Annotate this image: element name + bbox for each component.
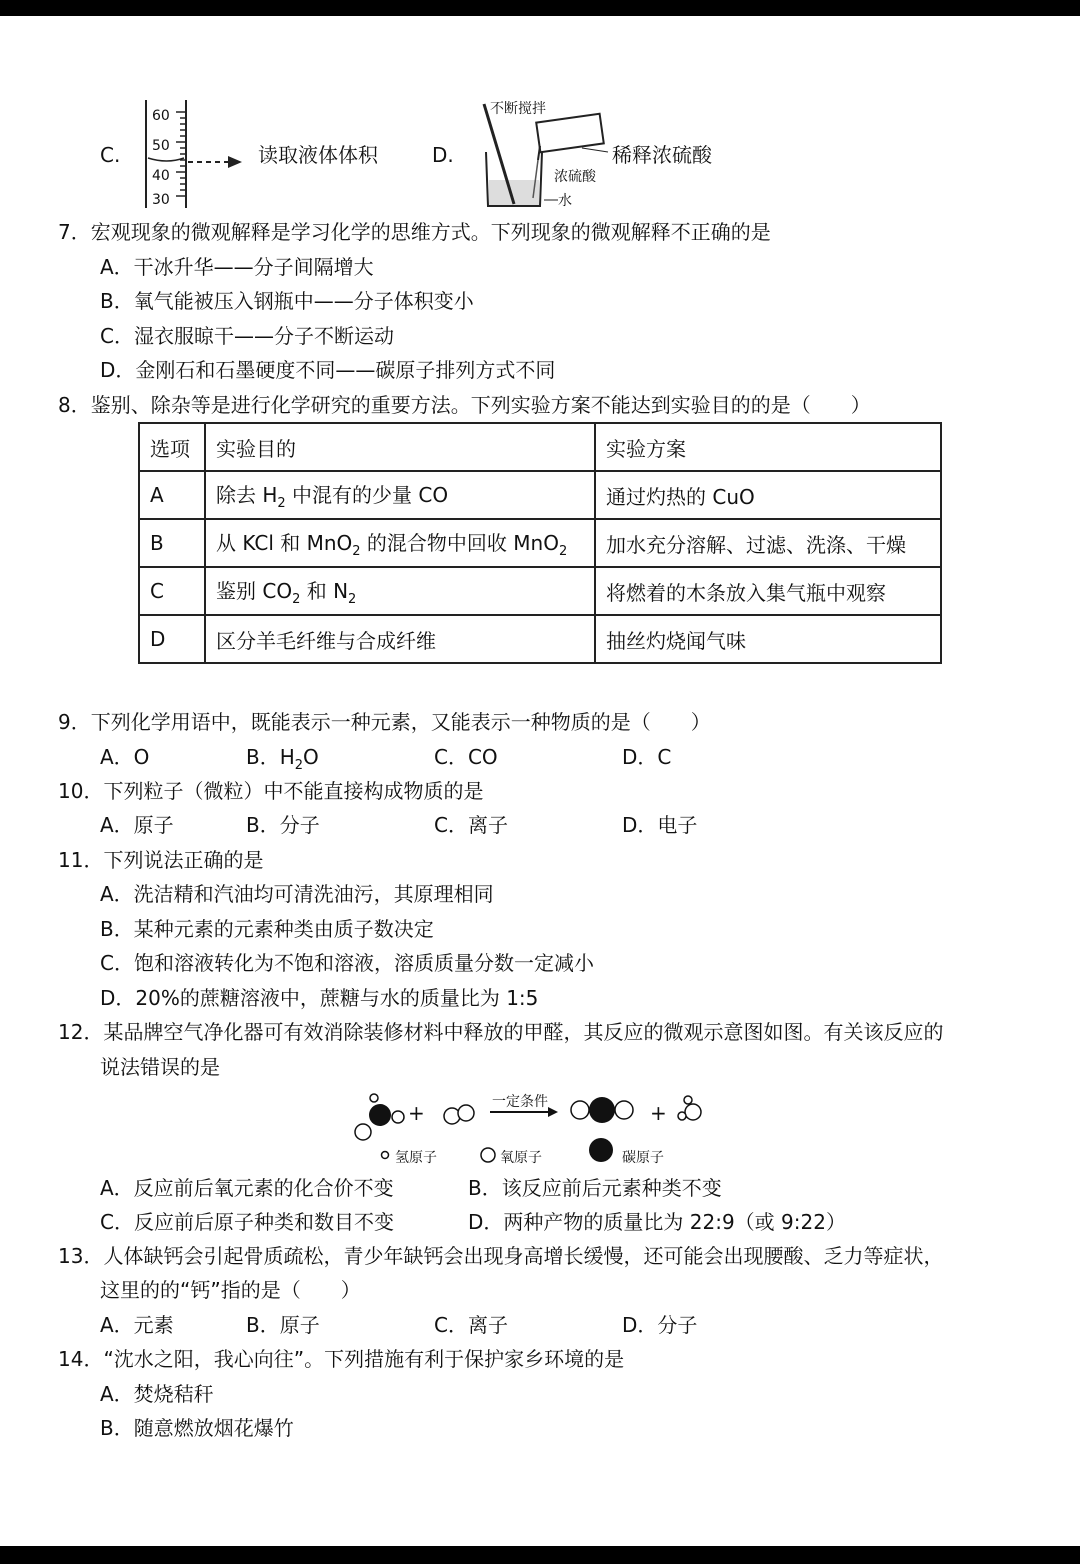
row-b-method: 加水充分溶解、过滤、洗涤、干燥: [595, 519, 941, 567]
q12-option-d: D．两种产物的质量比为 22:9（或 9:22）: [468, 1210, 846, 1234]
q10-option-a: A．原子: [100, 813, 174, 837]
q11-option-a: A．洗洁精和汽油均可清洗油污，其原理相同: [100, 882, 494, 906]
table-row: [139, 615, 941, 663]
q7-option-d: D．金刚石和石墨硬度不同——碳原子排列方式不同: [100, 358, 556, 382]
q11-option-b: B．某种元素的元素种类由质子数决定: [100, 917, 434, 941]
reaction-condition: 一定条件: [492, 1094, 548, 1110]
q11-stem: 11．下列说法正确的是: [58, 848, 264, 872]
q13-option-b: B．原子: [246, 1313, 320, 1337]
row-d-option: D: [139, 615, 205, 663]
q13-option-a: A．元素: [100, 1313, 174, 1337]
q13-stem-line2: 这里的的“钙”指的是（ ）: [100, 1278, 361, 1302]
cylinder-tick-50: 50: [152, 138, 170, 154]
row-a-method: 通过灼热的 CuO: [595, 471, 941, 519]
table-row: [139, 471, 941, 519]
q10-stem: 10．下列粒子（微粒）中不能直接构成物质的是: [58, 779, 484, 803]
q6-c-caption: 读取液体体积: [258, 143, 378, 167]
q13-option-c: C．离子: [434, 1313, 508, 1337]
q12-stem-line2: 说法错误的是: [100, 1055, 220, 1079]
top-black-bar: [0, 0, 1080, 16]
q9-option-c: C．CO: [434, 745, 498, 769]
row-d-method: 抽丝灼烧闻气味: [595, 615, 941, 663]
q12-stem-line1: 12．某品牌空气净化器可有效消除装修材料中释放的甲醛，其反应的微观示意图如图。有关该反应的: [58, 1020, 944, 1044]
row-a-option: A: [139, 471, 205, 519]
q14-stem: 14．“沈水之阳，我心向往”。下列措施有利于保护家乡环境的是: [58, 1347, 625, 1371]
q6-d-letter: D.: [432, 143, 454, 167]
q8-stem: 8．鉴别、除杂等是进行化学研究的重要方法。下列实验方案不能达到实验目的的是（ ）: [58, 393, 871, 417]
plus-sign-2: +: [650, 1101, 667, 1125]
q7-option-b: B．氧气能被压入钢瓶中——分子体积变小: [100, 289, 474, 313]
table-row: [139, 519, 941, 567]
q6-c-letter: C.: [100, 143, 121, 167]
cylinder-tick-60: 60: [152, 108, 170, 124]
row-c-method: 将燃着的木条放入集气瓶中观察: [595, 567, 941, 615]
q10-option-c: C．离子: [434, 813, 508, 837]
table-row: [139, 567, 941, 615]
q6-d-caption: 稀释浓硫酸: [612, 143, 712, 167]
q11-option-c: C．饱和溶液转化为不饱和溶液，溶质质量分数一定减小: [100, 951, 594, 975]
q11-option-d: D．20%的蔗糖溶液中，蔗糖与水的质量比为 1:5: [100, 986, 539, 1010]
q12-option-a: A．反应前后氧元素的化合价不变: [100, 1176, 394, 1200]
q10-option-b: B．分子: [246, 813, 320, 837]
row-b-option: B: [139, 519, 205, 567]
cylinder-tick-40: 40: [152, 168, 170, 184]
experiment-table: [138, 422, 942, 664]
cylinder-tick-30: 30: [152, 192, 170, 208]
q9-option-d: D．C: [622, 745, 672, 769]
q9-stem: 9．下列化学用语中，既能表示一种元素，又能表示一种物质的是（ ）: [58, 710, 711, 734]
q7-option-c: C．湿衣服晾干——分子不断运动: [100, 324, 394, 348]
q12-option-b: B．该反应前后元素种类不变: [468, 1176, 722, 1200]
q13-option-d: D．分子: [622, 1313, 698, 1337]
q7-option-a: A．干冰升华——分子间隔增大: [100, 255, 374, 279]
q9-option-a: A．O: [100, 745, 150, 769]
q14-option-b: B．随意燃放烟花爆竹: [100, 1416, 294, 1440]
q12-option-c: C．反应前后原子种类和数目不变: [100, 1210, 394, 1234]
q14-option-a: A．焚烧秸秆: [100, 1382, 214, 1406]
row-d-purpose: 区分羊毛纤维与合成纤维: [205, 615, 595, 663]
q9-option-b: B．$H_2O$: [246, 745, 319, 773]
stir-label: 不断搅拌: [490, 101, 546, 117]
row-a-purpose: 除去 $H_2$ 中混有的少量 CO: [205, 471, 595, 519]
q7-stem: 7．宏观现象的微观解释是学习化学的思维方式。下列现象的微观解释不正确的是: [58, 220, 771, 244]
water-label: 水: [558, 193, 572, 209]
legend-carbon: 碳原子: [622, 1150, 664, 1166]
legend-oxygen: 氧原子: [500, 1150, 542, 1166]
header-purpose: 实验目的: [205, 423, 595, 471]
q13-stem-line1: 13．人体缺钙会引起骨质疏松，青少年缺钙会出现身高增长缓慢，还可能会出现腰酸、乏力等症状，: [58, 1244, 944, 1268]
legend-hydrogen: 氢原子: [395, 1150, 437, 1166]
header-method: 实验方案: [595, 423, 941, 471]
bottom-black-bar: [0, 1546, 1080, 1564]
row-b-purpose: 从 KCl 和 MnO$_2$ 的混合物中回收 MnO$_2$: [205, 519, 595, 567]
q10-option-d: D．电子: [622, 813, 698, 837]
plus-sign-1: +: [408, 1101, 425, 1125]
table-header-row: [139, 423, 941, 471]
conc-acid-label: 浓硫酸: [554, 169, 596, 185]
header-option: 选项: [139, 423, 205, 471]
row-c-purpose: 鉴别 $CO_2$ 和 $N_2$: [205, 567, 595, 615]
row-c-option: C: [139, 567, 205, 615]
